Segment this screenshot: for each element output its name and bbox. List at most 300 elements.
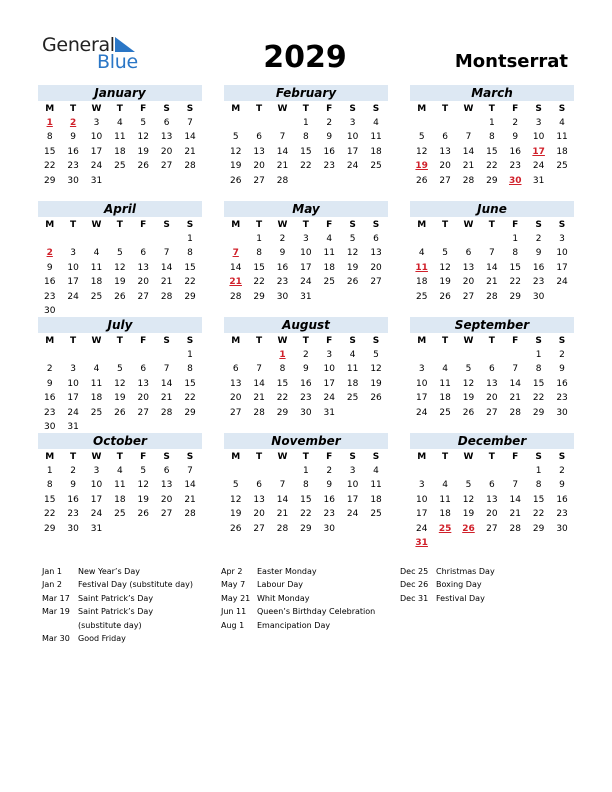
empty-cell [155, 232, 178, 246]
day-cell: 15 [300, 494, 312, 505]
weekday-label: T [70, 452, 77, 462]
weekday-label: M [417, 104, 427, 114]
day-cell: 18 [370, 146, 382, 157]
day-cell: 6 [163, 118, 170, 128]
day-cell: 12 [346, 248, 359, 259]
weekday-header-row [224, 102, 388, 116]
weekday-label: F [512, 104, 519, 114]
day-cell: 24 [300, 277, 312, 288]
month-october [38, 433, 202, 536]
day-cell: 4 [418, 248, 425, 259]
weekday-label: F [512, 220, 519, 230]
day-cell: 19 [114, 277, 126, 288]
month-header: March [410, 85, 574, 101]
day-grid [224, 116, 388, 188]
day-cell: 27 [253, 175, 265, 186]
weekday-header-row [410, 218, 574, 232]
day-cell: 23 [43, 407, 56, 418]
day-cell: 10 [415, 378, 428, 389]
day-cell: 16 [43, 277, 56, 288]
weekday-label: T [442, 452, 449, 462]
day-cell: 19 [462, 509, 475, 520]
weekday-label: S [558, 220, 566, 230]
day-cell: 15 [184, 378, 196, 389]
day-cell: 1 [46, 466, 53, 476]
weekday-label: F [326, 452, 333, 462]
empty-cell [457, 232, 480, 246]
day-cell: 1 [46, 118, 53, 128]
day-cell: 20 [137, 393, 149, 404]
day-cell: 11 [114, 480, 126, 491]
weekday-label: S [558, 104, 566, 114]
weekday-label: S [163, 104, 170, 114]
day-cell: 3 [93, 466, 100, 476]
day-cell: 24 [346, 161, 359, 172]
day-cell: 10 [90, 132, 103, 143]
weekday-label: S [163, 452, 170, 462]
day-cell: 28 [160, 407, 173, 418]
day-cell: 28 [509, 523, 521, 534]
empty-cell [247, 464, 270, 478]
day-cell: 29 [43, 175, 56, 186]
day-cell: 26 [114, 291, 126, 302]
day-cell: 20 [137, 277, 149, 288]
day-cell: 15 [184, 262, 196, 273]
logo [42, 34, 142, 74]
day-cell: 28 [462, 175, 475, 186]
day-cell: 21 [509, 509, 521, 520]
weekday-label: S [349, 336, 356, 346]
day-cell: 18 [370, 494, 382, 505]
day-cell: 30 [556, 407, 568, 418]
day-cell: 5 [117, 248, 123, 259]
weekday-label: W [463, 104, 474, 114]
day-cell: 13 [370, 248, 382, 259]
holiday-entry [42, 592, 197, 605]
day-cell: 13 [137, 378, 149, 389]
day-cell: 7 [465, 132, 472, 143]
day-cell: 4 [373, 118, 379, 128]
empty-cell [224, 116, 247, 130]
weekday-label: W [277, 336, 288, 346]
day-cell: 6 [489, 480, 495, 491]
holiday-date: Mar 17 [42, 593, 70, 603]
logo-text-blue: Blue [97, 51, 138, 73]
day-cell: 12 [462, 378, 475, 389]
day-cell: 27 [160, 509, 173, 520]
weekday-label: T [488, 452, 495, 462]
day-cell: 15 [532, 378, 545, 389]
year-title: 2029 [263, 40, 347, 75]
day-cell: 13 [486, 494, 498, 505]
day-cell: 30 [43, 305, 56, 316]
day-cell: 7 [256, 364, 262, 375]
day-cell: 8 [46, 132, 53, 143]
weekday-header-row [224, 450, 388, 464]
weekday-label: W [463, 452, 474, 462]
day-cell: 11 [346, 364, 359, 375]
holiday-entry [221, 578, 391, 591]
day-cell: 14 [486, 262, 498, 273]
empty-cell [433, 116, 456, 130]
day-cell: 23 [43, 291, 56, 302]
day-cell: 21 [160, 393, 173, 404]
holiday-date: Dec 31 [400, 593, 429, 603]
day-cell: 2 [303, 350, 309, 360]
day-cell: 10 [300, 248, 312, 259]
day-cell: 28 [229, 291, 242, 302]
weekday-label: T [116, 104, 123, 114]
weekday-label: F [326, 104, 333, 114]
holiday-column [42, 565, 197, 645]
weekday-label: S [372, 452, 380, 462]
day-cell: 29 [276, 407, 289, 418]
weekday-label: M [417, 452, 427, 462]
day-cell: 26 [462, 407, 475, 418]
weekday-label: M [231, 220, 241, 230]
day-cell: 16 [509, 146, 521, 157]
day-cell: 8 [303, 480, 309, 491]
month-header: May [224, 201, 388, 217]
empty-cell [132, 232, 155, 246]
weekday-label: T [70, 336, 77, 346]
empty-cell [433, 232, 456, 246]
day-cell: 25 [114, 509, 126, 520]
day-cell: 14 [184, 480, 196, 491]
weekday-label: T [256, 452, 263, 462]
day-cell: 8 [535, 480, 542, 491]
empty-cell [410, 116, 433, 130]
day-cell: 22 [300, 509, 312, 520]
day-cell: 4 [117, 118, 123, 128]
holiday-name: Easter Monday [257, 567, 317, 576]
day-grid [224, 232, 388, 304]
day-cell: 13 [486, 378, 498, 389]
weekday-label: W [463, 336, 474, 346]
weekday-label: S [535, 336, 542, 346]
day-cell: 3 [418, 480, 425, 491]
weekday-label: S [186, 452, 194, 462]
day-cell: 9 [559, 364, 565, 375]
day-cell: 5 [373, 350, 379, 360]
day-cell: 21 [184, 146, 196, 157]
weekday-label: W [91, 452, 102, 462]
weekday-label: S [163, 336, 170, 346]
day-cell: 15 [43, 146, 56, 157]
day-cell: 15 [276, 378, 289, 389]
day-cell: 11 [323, 248, 335, 259]
day-cell: 3 [559, 234, 565, 244]
empty-cell [61, 232, 84, 246]
month-december [410, 433, 574, 550]
day-cell: 9 [535, 248, 542, 259]
day-cell: 8 [279, 364, 286, 375]
day-cell: 17 [346, 146, 359, 157]
day-cell: 31 [67, 421, 79, 432]
day-cell: 12 [114, 378, 126, 389]
day-cell: 28 [509, 407, 521, 418]
day-cell: 18 [439, 509, 451, 520]
day-cell: 22 [184, 393, 196, 404]
day-cell: 27 [253, 523, 265, 534]
empty-cell [61, 348, 84, 362]
empty-cell [457, 116, 480, 130]
day-cell: 9 [303, 364, 309, 375]
weekday-label: T [442, 336, 449, 346]
month-header: April [38, 201, 202, 217]
day-cell: 6 [373, 234, 379, 244]
holiday-column [221, 565, 391, 632]
day-cell: 12 [137, 132, 149, 143]
day-cell: 25 [90, 291, 103, 302]
weekday-label: W [277, 220, 288, 230]
month-header: November [224, 433, 388, 449]
day-cell: 9 [46, 378, 53, 389]
weekday-label: S [535, 104, 542, 114]
day-cell: 6 [256, 132, 262, 143]
weekday-header-row [410, 450, 574, 464]
empty-cell [132, 348, 155, 362]
empty-cell [480, 348, 503, 362]
day-cell: 26 [137, 161, 149, 172]
day-cell: 24 [415, 523, 428, 534]
holiday-date: Dec 25 [400, 567, 429, 576]
day-cell: 26 [229, 523, 242, 534]
day-cell: 30 [508, 175, 522, 186]
day-cell: 29 [532, 407, 545, 418]
day-cell: 4 [559, 118, 565, 128]
day-cell: 24 [90, 509, 103, 520]
day-cell: 5 [140, 118, 147, 128]
day-cell: 22 [486, 161, 498, 172]
day-cell: 25 [439, 407, 451, 418]
day-cell: 20 [229, 393, 242, 404]
day-cell: 23 [323, 509, 335, 520]
day-grid [224, 464, 388, 536]
month-june [410, 201, 574, 304]
day-cell: 20 [462, 277, 475, 288]
holiday-entry [221, 605, 391, 618]
month-july [38, 317, 202, 434]
day-cell: 5 [117, 364, 123, 375]
day-cell: 19 [229, 509, 242, 520]
weekday-label: W [463, 220, 474, 230]
day-cell: 9 [559, 480, 565, 491]
month-header: September [410, 317, 574, 333]
day-cell: 13 [160, 480, 173, 491]
day-cell: 13 [439, 146, 451, 157]
day-cell: 16 [323, 494, 335, 505]
day-cell: 29 [486, 175, 498, 186]
day-cell: 23 [532, 277, 545, 288]
day-cell: 16 [323, 146, 335, 157]
empty-cell [457, 348, 480, 362]
weekday-label: S [558, 452, 566, 462]
day-cell: 26 [137, 509, 149, 520]
day-cell: 14 [462, 146, 475, 157]
day-cell: 2 [326, 118, 333, 128]
day-cell: 9 [326, 480, 333, 491]
weekday-label: T [256, 336, 263, 346]
empty-cell [155, 348, 178, 362]
empty-cell [271, 464, 294, 478]
holiday-name: Whit Monday [257, 593, 310, 603]
day-cell: 26 [415, 175, 428, 186]
day-cell: 18 [90, 277, 103, 288]
weekday-label: W [91, 220, 102, 230]
day-cell: 11 [439, 494, 451, 505]
day-cell: 27 [370, 277, 382, 288]
day-cell: 7 [163, 364, 170, 375]
day-cell: 14 [229, 262, 242, 273]
day-cell: 25 [114, 161, 126, 172]
day-cell: 31 [90, 175, 103, 186]
day-cell: 15 [486, 146, 498, 157]
weekday-label: W [91, 336, 102, 346]
weekday-header-row [38, 218, 202, 232]
month-september [410, 317, 574, 420]
day-cell: 25 [346, 393, 359, 404]
day-cell: 30 [556, 523, 568, 534]
day-cell: 2 [559, 350, 565, 360]
day-cell: 26 [346, 277, 359, 288]
day-cell: 17 [415, 393, 428, 404]
day-cell: 21 [276, 509, 289, 520]
holiday-date: Mar 30 [42, 634, 70, 644]
day-cell: 22 [300, 161, 312, 172]
weekday-header-row [410, 102, 574, 116]
weekday-label: M [417, 220, 427, 230]
day-cell: 28 [253, 407, 265, 418]
day-cell: 17 [90, 146, 103, 157]
logo-triangle-icon [115, 37, 135, 52]
day-cell: 5 [140, 466, 147, 476]
day-cell: 2 [69, 118, 77, 128]
day-cell: 14 [276, 494, 289, 505]
weekday-label: W [277, 452, 288, 462]
month-header: October [38, 433, 202, 449]
day-cell: 19 [114, 393, 126, 404]
day-cell: 29 [43, 523, 56, 534]
day-cell: 1 [187, 350, 193, 360]
empty-cell [410, 232, 433, 246]
day-cell: 13 [253, 146, 265, 157]
day-cell: 2 [535, 234, 542, 244]
holiday-name: Saint Patrick’s Day (substitute day) [78, 607, 154, 630]
day-cell: 25 [370, 509, 382, 520]
day-cell: 2 [559, 466, 565, 476]
day-cell: 10 [532, 132, 545, 143]
holiday-name: Saint Patrick’s Day [78, 593, 154, 603]
day-cell: 23 [323, 161, 335, 172]
weekday-label: T [116, 336, 123, 346]
day-cell: 13 [229, 378, 242, 389]
day-cell: 31 [415, 537, 428, 548]
holiday-date: Jan 2 [42, 580, 62, 590]
day-cell: 10 [346, 132, 359, 143]
logo-text-general: General [42, 34, 115, 56]
day-cell: 20 [439, 161, 451, 172]
month-january [38, 85, 202, 188]
day-grid [38, 348, 202, 434]
holiday-entry [400, 578, 560, 591]
holiday-entry [400, 592, 560, 605]
day-cell: 4 [93, 364, 100, 375]
day-cell: 6 [140, 248, 147, 259]
day-cell: 19 [370, 378, 382, 389]
day-cell: 6 [465, 248, 472, 259]
holiday-entry [42, 578, 197, 591]
empty-cell [108, 348, 131, 362]
empty-cell [271, 116, 294, 130]
day-cell: 17 [67, 277, 79, 288]
day-cell: 9 [279, 248, 286, 259]
weekday-label: W [91, 104, 102, 114]
day-cell: 19 [415, 161, 428, 172]
day-cell: 8 [46, 480, 53, 491]
day-cell: 8 [187, 364, 193, 375]
day-cell: 19 [439, 277, 451, 288]
day-cell: 9 [70, 132, 76, 143]
empty-cell [247, 348, 270, 362]
day-cell: 18 [439, 393, 451, 404]
holiday-name: Emancipation Day [257, 620, 331, 630]
day-cell: 27 [486, 407, 498, 418]
weekday-label: S [349, 104, 356, 114]
weekday-label: F [326, 336, 333, 346]
day-cell: 26 [439, 291, 451, 302]
month-header: December [410, 433, 574, 449]
weekday-label: S [535, 220, 542, 230]
day-cell: 3 [535, 118, 542, 128]
day-cell: 7 [187, 466, 193, 476]
day-cell: 4 [442, 364, 448, 375]
holiday-name: Queen’s Birthday Celebration [257, 607, 376, 617]
day-cell: 4 [117, 466, 123, 476]
weekday-label: W [277, 104, 288, 114]
day-cell: 29 [253, 291, 265, 302]
day-cell: 24 [415, 407, 428, 418]
weekday-header-row [38, 102, 202, 116]
empty-cell [433, 348, 456, 362]
day-cell: 15 [253, 262, 265, 273]
weekday-label: M [45, 452, 55, 462]
weekday-label: M [231, 452, 241, 462]
day-cell: 8 [535, 364, 542, 375]
day-cell: 1 [303, 466, 309, 476]
day-cell: 25 [370, 161, 382, 172]
weekday-label: M [45, 220, 55, 230]
day-cell: 17 [67, 393, 79, 404]
day-cell: 18 [346, 378, 359, 389]
country-title: Montserrat [454, 51, 568, 72]
holiday-date: Mar 19 [42, 607, 70, 617]
weekday-label: S [349, 220, 356, 230]
day-cell: 12 [137, 480, 149, 491]
day-cell: 28 [184, 509, 196, 520]
day-cell: 29 [532, 523, 545, 534]
day-cell: 13 [253, 494, 265, 505]
day-cell: 21 [253, 393, 265, 404]
weekday-label: T [116, 452, 123, 462]
day-cell: 21 [160, 277, 173, 288]
holiday-name: Labour Day [257, 580, 304, 590]
day-cell: 23 [276, 277, 289, 288]
day-cell: 23 [509, 161, 521, 172]
holiday-date: Apr 2 [221, 567, 243, 576]
holiday-entry [221, 565, 391, 578]
weekday-label: M [417, 336, 427, 346]
